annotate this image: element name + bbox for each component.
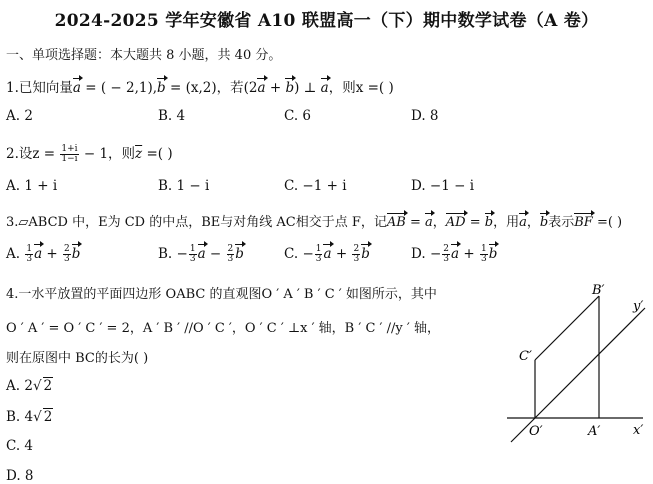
q2-option-c[interactable]: C. −1 + i xyxy=(284,178,347,194)
q1-option-a[interactable]: A. 2 xyxy=(6,108,33,124)
question-2: 2.设z = $\frac{1+i}{1-i}$ − 1，则$\overline{z}$ =( ) xyxy=(6,144,173,164)
page-title: 2024-2025 学年安徽省 A10 联盟高一（下）期中数学试卷（A 卷） xyxy=(54,11,599,31)
oblique-projection-figure xyxy=(493,282,653,462)
q4-option-a[interactable]: A. 2√ 2 xyxy=(6,378,53,394)
q3-option-d[interactable]: D. − $\frac{2}{3}$ a + $\frac{1}{3}$ b xyxy=(411,244,498,264)
q3-option-c[interactable]: C. − $\frac{1}{3}$ a + $\frac{2}{3}$ b xyxy=(284,244,370,264)
section-heading: 一、单项选择题：本大题共 8 小题，共 40 分。 xyxy=(6,48,282,63)
question-3: 3.▱ABCD 中，E为 CD 的中点，BE与对角线 AC相交于点 F，记AB = a，AD = b，用a，b表示BF =( ) xyxy=(6,215,623,230)
question-4-line-1: 4.一水平放置的平面四边形 OABC 的直观图O ′ A ′ B ′ C ′ 如图所示，其中 xyxy=(6,287,437,302)
q1-option-c[interactable]: C. 6 xyxy=(284,108,312,124)
q2-option-a[interactable]: A. 1 + i xyxy=(6,178,58,194)
q4-option-c[interactable]: C. 4 xyxy=(6,438,34,454)
q3-option-a[interactable]: A. $\frac{1}{3}$ a + $\frac{2}{3}$ b xyxy=(6,244,81,264)
label-o: O′ xyxy=(529,424,543,439)
q4-option-d[interactable]: D. 8 xyxy=(6,468,34,484)
q2-option-b[interactable]: B. 1 − i xyxy=(158,178,210,194)
fraction: $\frac{1+i}{1-i}$ xyxy=(61,144,78,164)
question-1: 1.已知向量a = ( − 2,1),b = (x,2)，若(2a + b) ⊥ a，则x =( ) xyxy=(6,80,394,96)
y-axis xyxy=(511,308,645,442)
question-4-line-2: O ′ A ′ = O ′ C ′ = 2，A ′ B ′ //O ′ C ′，O ′ C ′ ⊥x ′ 轴，B ′ C ′ //y ′ 轴， xyxy=(6,321,440,336)
question-4-line-3: 则在原图中 BC的长为( ) xyxy=(6,351,149,366)
q2-option-d[interactable]: D. −1 − i xyxy=(411,178,475,194)
q1-option-b[interactable]: B. 4 xyxy=(158,108,186,124)
segment-b-c xyxy=(535,296,599,360)
label-a: A′ xyxy=(588,424,601,439)
label-y: y′ xyxy=(633,299,644,314)
label-b: B′ xyxy=(592,283,605,298)
label-c: C′ xyxy=(519,349,532,364)
q4-option-b[interactable]: B. 4√ 2 xyxy=(6,409,53,425)
q3-option-b[interactable]: B. − $\frac{1}{3}$ a − $\frac{2}{3}$ b xyxy=(158,244,244,264)
label-x: x′ xyxy=(633,423,644,438)
q1-option-d[interactable]: D. 8 xyxy=(411,108,439,124)
